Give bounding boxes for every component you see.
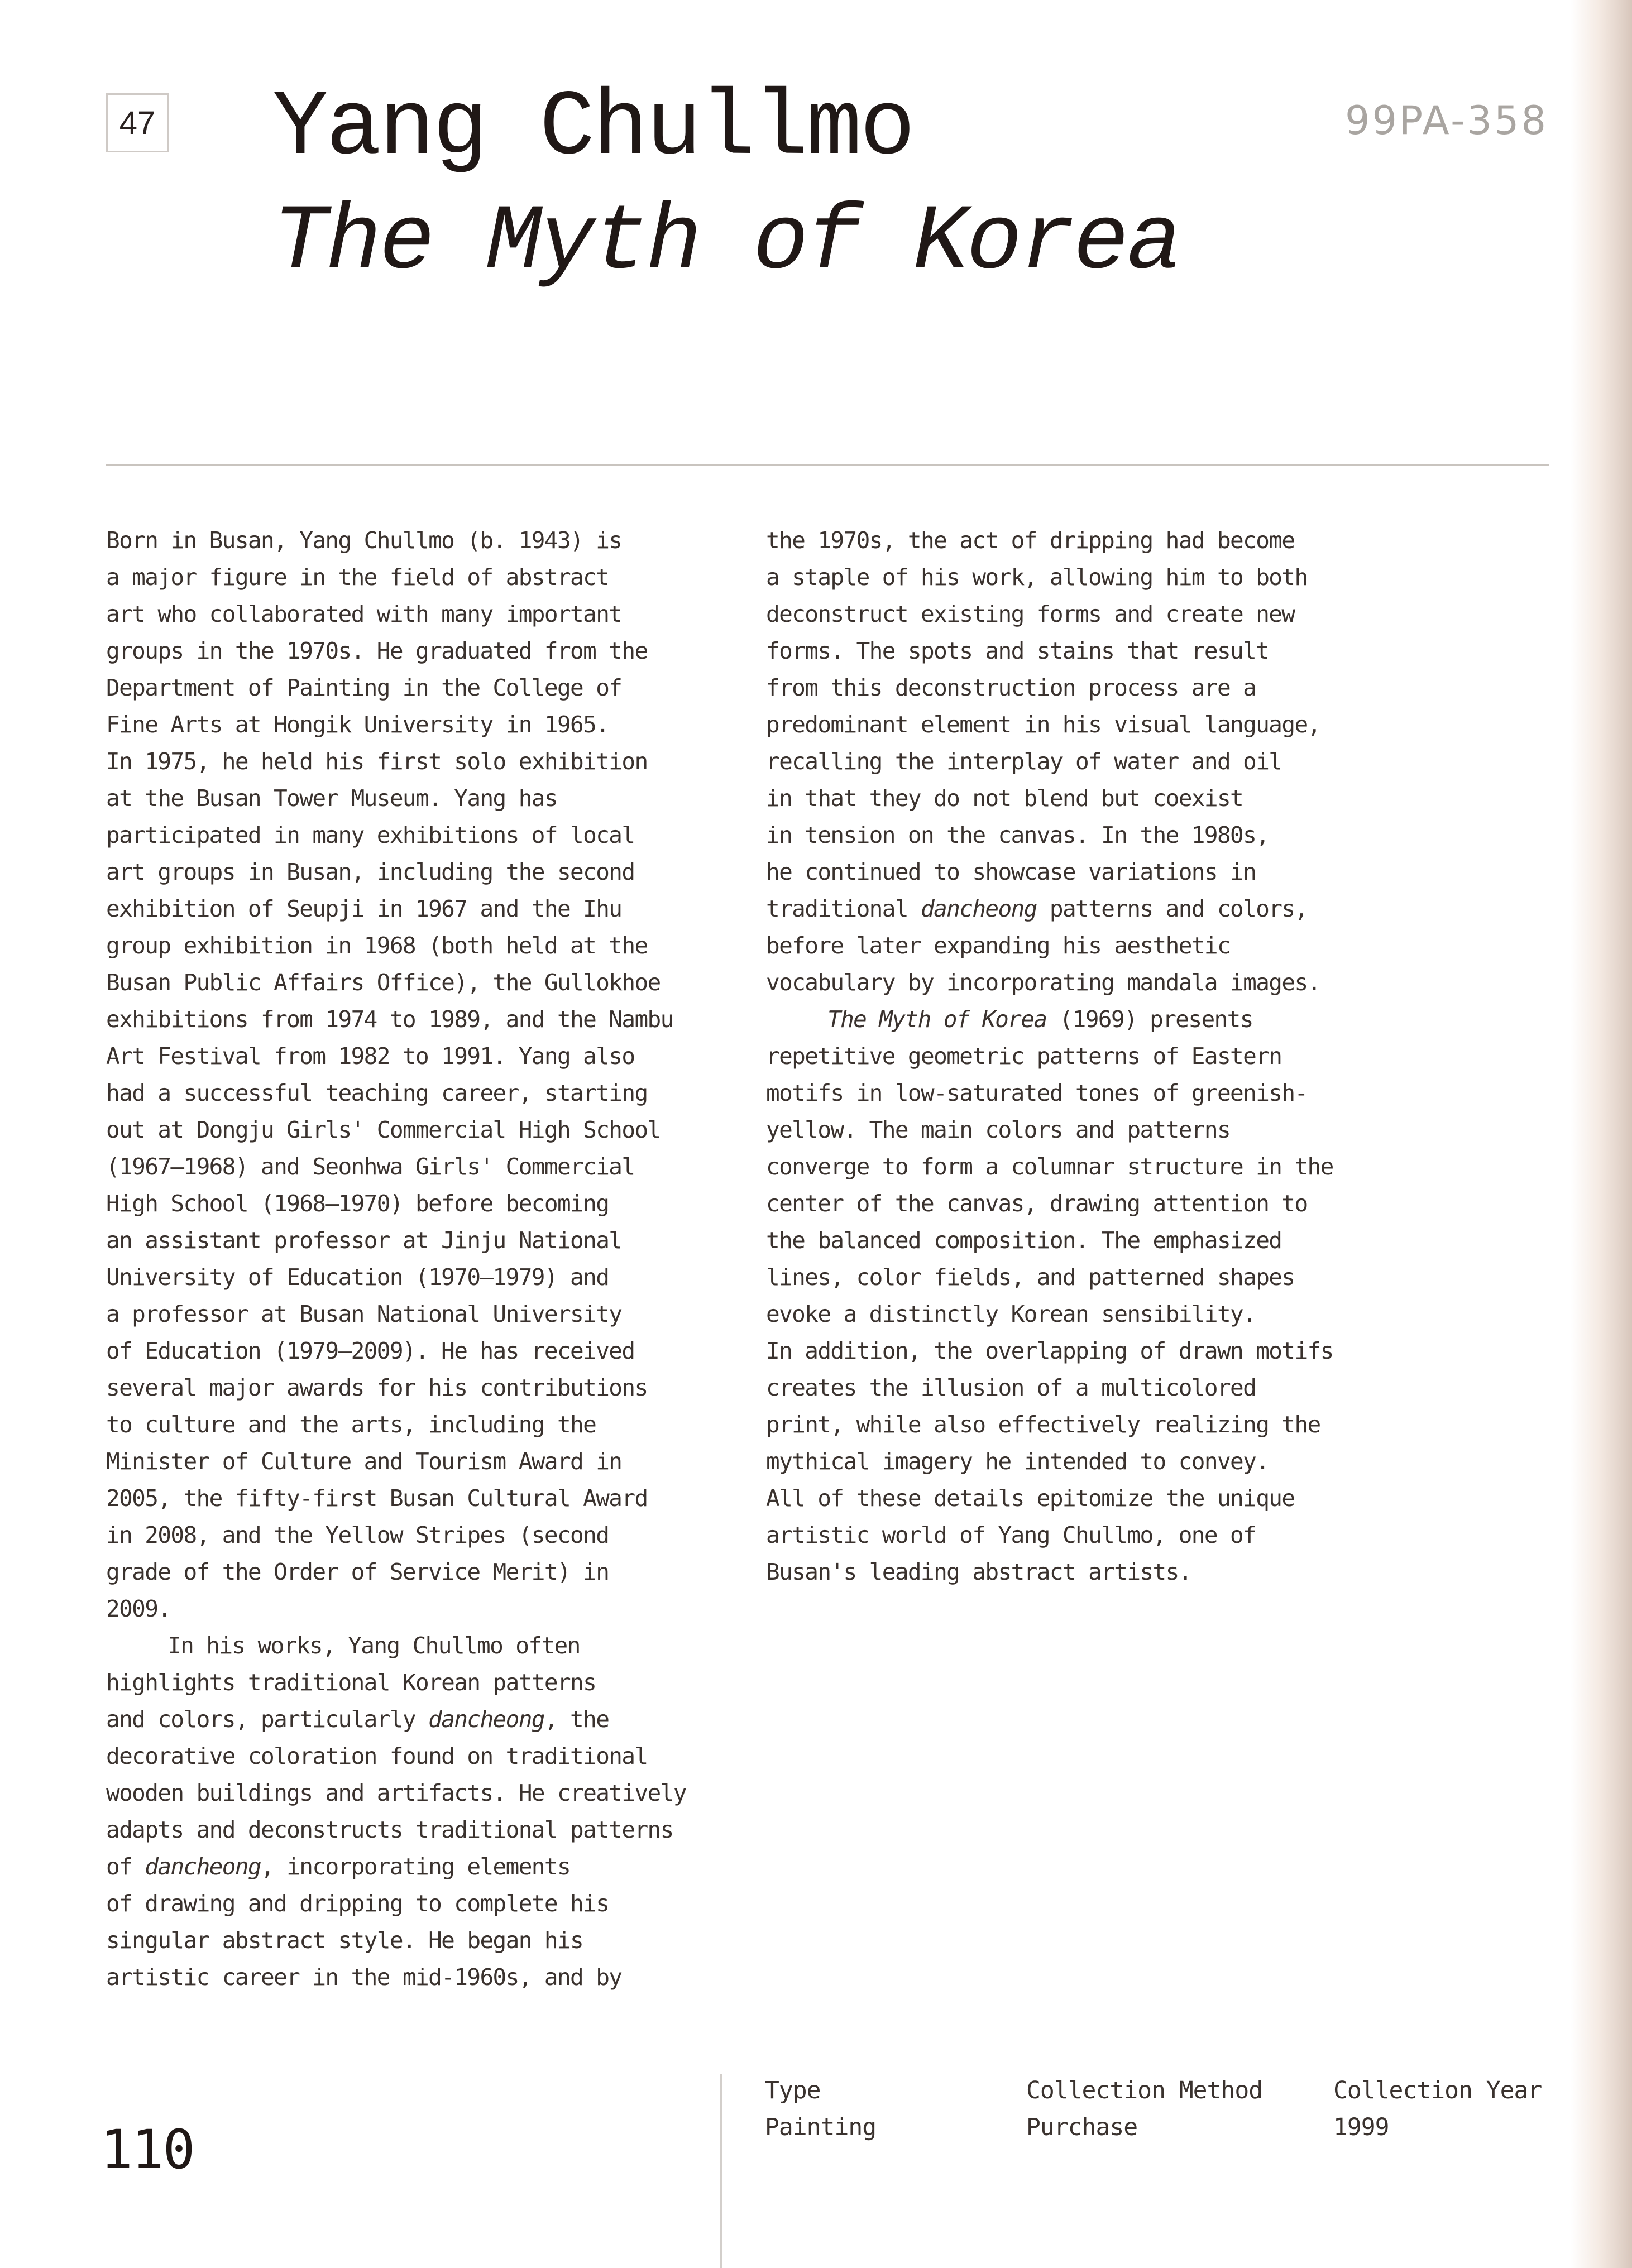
book-page-edge-shadow bbox=[1571, 0, 1632, 2268]
metadata-collection-method bbox=[1026, 2072, 1262, 2146]
text-line: he continued to showcase variations in bbox=[766, 859, 1256, 885]
metadata-collection-year-label: Collection Year bbox=[1333, 2077, 1542, 2104]
entry-number-box bbox=[106, 93, 169, 152]
italic-term: The Myth of Korea bbox=[827, 1006, 1047, 1033]
text-run: and colors, particularly bbox=[106, 1706, 429, 1733]
text-line: had a successful teaching career, starting bbox=[106, 1080, 648, 1106]
text-line bbox=[766, 1001, 1414, 1038]
accession-number: 99PA-358 bbox=[1344, 98, 1548, 143]
text-run: traditional bbox=[766, 895, 921, 922]
text-line: Busan Public Affairs Office), the Gullokhoe bbox=[106, 969, 661, 996]
text-line: In addition, the overlapping of drawn motifs bbox=[766, 1337, 1333, 1364]
text-line: artistic world of Yang Chullmo, one of bbox=[766, 1522, 1256, 1548]
text-run: of bbox=[106, 1853, 145, 1880]
text-line: exhibition of Seupji in 1967 and the Ihu bbox=[106, 895, 622, 922]
italic-term: dancheong bbox=[428, 1706, 544, 1733]
text-line: artistic career in the mid-1960s, and by bbox=[106, 1964, 622, 1991]
text-line: vocabulary by incorporating mandala images. bbox=[766, 969, 1320, 996]
metadata-type bbox=[765, 2072, 876, 2146]
text-line: singular abstract style. He began his bbox=[106, 1927, 583, 1954]
text-line: several major awards for his contributions bbox=[106, 1374, 648, 1401]
text-line: In 1975, he held his first solo exhibition bbox=[106, 748, 648, 775]
entry-number: 47 bbox=[119, 104, 156, 141]
text-line: highlights traditional Korean patterns bbox=[106, 1669, 596, 1696]
text-line: 2009. bbox=[106, 1595, 171, 1622]
text-line: lines, color fields, and patterned shapes bbox=[766, 1264, 1295, 1291]
text-line bbox=[106, 1701, 754, 1738]
text-line: In his works, Yang Chullmo often bbox=[167, 1632, 580, 1659]
page-number: 110 bbox=[100, 2118, 194, 2181]
metadata-collection-year bbox=[1333, 2072, 1542, 2146]
text-line: in that they do not blend but coexist bbox=[766, 785, 1243, 812]
text-line: forms. The spots and stains that result bbox=[766, 637, 1269, 664]
text-line: motifs in low-saturated tones of greenish- bbox=[766, 1080, 1308, 1106]
text-line: predominant element in his visual language, bbox=[766, 711, 1320, 738]
text-line: a major figure in the field of abstract bbox=[106, 564, 609, 591]
text-line: groups in the 1970s. He graduated from the bbox=[106, 637, 648, 664]
text-run: , the bbox=[544, 1706, 609, 1733]
text-line: Art Festival from 1982 to 1991. Yang also bbox=[106, 1043, 635, 1070]
metadata-collection-year-value: 1999 bbox=[1333, 2113, 1389, 2141]
text-line: converge to form a columnar structure in the bbox=[766, 1153, 1333, 1180]
text-line: creates the illusion of a multicolored bbox=[766, 1374, 1256, 1401]
artwork-title: The Myth of Korea bbox=[272, 190, 1180, 295]
text-run: (1969) presents bbox=[1046, 1006, 1253, 1033]
text-line: out at Dongju Girls' Commercial High School bbox=[106, 1116, 661, 1143]
text-line: exhibitions from 1974 to 1989, and the Nambu bbox=[106, 1006, 673, 1033]
text-line: 2005, the fifty-first Busan Cultural Award bbox=[106, 1485, 648, 1512]
text-line: in tension on the canvas. In the 1980s, bbox=[766, 822, 1269, 848]
text-line: wooden buildings and artifacts. He creatively bbox=[106, 1780, 686, 1806]
text-line: Busan's leading abstract artists. bbox=[766, 1559, 1191, 1585]
text-line: participated in many exhibitions of local bbox=[106, 822, 635, 848]
text-line: the 1970s, the act of dripping had become bbox=[766, 527, 1295, 554]
text-line: of Education (1979–2009). He has received bbox=[106, 1337, 635, 1364]
footer-vertical-rule bbox=[720, 2074, 722, 2268]
text-line: High School (1968–1970) before becoming bbox=[106, 1190, 609, 1217]
text-run: , incorporating elements bbox=[261, 1853, 571, 1880]
italic-term: dancheong bbox=[921, 895, 1037, 922]
text-line: from this deconstruction process are a bbox=[766, 674, 1256, 701]
text-line: print, while also effectively realizing the bbox=[766, 1411, 1320, 1438]
text-line: Fine Arts at Hongik University in 1965. bbox=[106, 711, 609, 738]
metadata-collection-method-value: Purchase bbox=[1026, 2113, 1138, 2141]
text-line: at the Busan Tower Museum. Yang has bbox=[106, 785, 557, 812]
text-line: adapts and deconstructs traditional patterns bbox=[106, 1816, 673, 1843]
text-line: Department of Painting in the College of bbox=[106, 674, 622, 701]
text-line: All of these details epitomize the unique bbox=[766, 1485, 1295, 1512]
text-line: art who collaborated with many important bbox=[106, 601, 622, 627]
text-line: center of the canvas, drawing attention to bbox=[766, 1190, 1308, 1217]
metadata-type-label: Type bbox=[765, 2077, 821, 2104]
text-line: deconstruct existing forms and create new bbox=[766, 601, 1295, 627]
text-line: grade of the Order of Service Merit) in bbox=[106, 1559, 609, 1585]
text-line: repetitive geometric patterns of Eastern bbox=[766, 1043, 1282, 1070]
text-line: to culture and the arts, including the bbox=[106, 1411, 596, 1438]
text-line: art groups in Busan, including the second bbox=[106, 859, 635, 885]
text-line: Born in Busan, Yang Chullmo (b. 1943) is bbox=[106, 527, 622, 554]
text-line: before later expanding his aesthetic bbox=[766, 932, 1231, 959]
metadata-collection-method-label: Collection Method bbox=[1026, 2077, 1263, 2104]
body-column-left bbox=[106, 522, 754, 1996]
text-line: of drawing and dripping to complete his bbox=[106, 1890, 609, 1917]
body-column-right bbox=[766, 522, 1414, 1590]
text-line: an assistant professor at Jinju National bbox=[106, 1227, 622, 1254]
text-line: evoke a distinctly Korean sensibility. bbox=[766, 1301, 1256, 1327]
text-line: University of Education (1970–1979) and bbox=[106, 1264, 609, 1291]
header-divider bbox=[106, 464, 1549, 466]
metadata-type-value: Painting bbox=[765, 2113, 877, 2141]
text-run: patterns and colors, bbox=[1036, 895, 1308, 922]
text-line: decorative coloration found on traditional bbox=[106, 1743, 648, 1770]
text-line bbox=[106, 1848, 754, 1885]
artist-name: Yang Chullmo bbox=[272, 76, 913, 181]
text-line: Minister of Culture and Tourism Award in bbox=[106, 1448, 622, 1475]
italic-term: dancheong bbox=[145, 1853, 261, 1880]
text-line: a staple of his work, allowing him to both bbox=[766, 564, 1308, 591]
text-line: recalling the interplay of water and oil bbox=[766, 748, 1282, 775]
text-line: mythical imagery he intended to convey. bbox=[766, 1448, 1269, 1475]
text-line: in 2008, and the Yellow Stripes (second bbox=[106, 1522, 609, 1548]
text-line: a professor at Busan National University bbox=[106, 1301, 622, 1327]
text-line: yellow. The main colors and patterns bbox=[766, 1116, 1231, 1143]
text-line: (1967–1968) and Seonhwa Girls' Commercial bbox=[106, 1153, 635, 1180]
text-line bbox=[766, 890, 1414, 927]
text-line: the balanced composition. The emphasized bbox=[766, 1227, 1282, 1254]
text-line: group exhibition in 1968 (both held at the bbox=[106, 932, 648, 959]
